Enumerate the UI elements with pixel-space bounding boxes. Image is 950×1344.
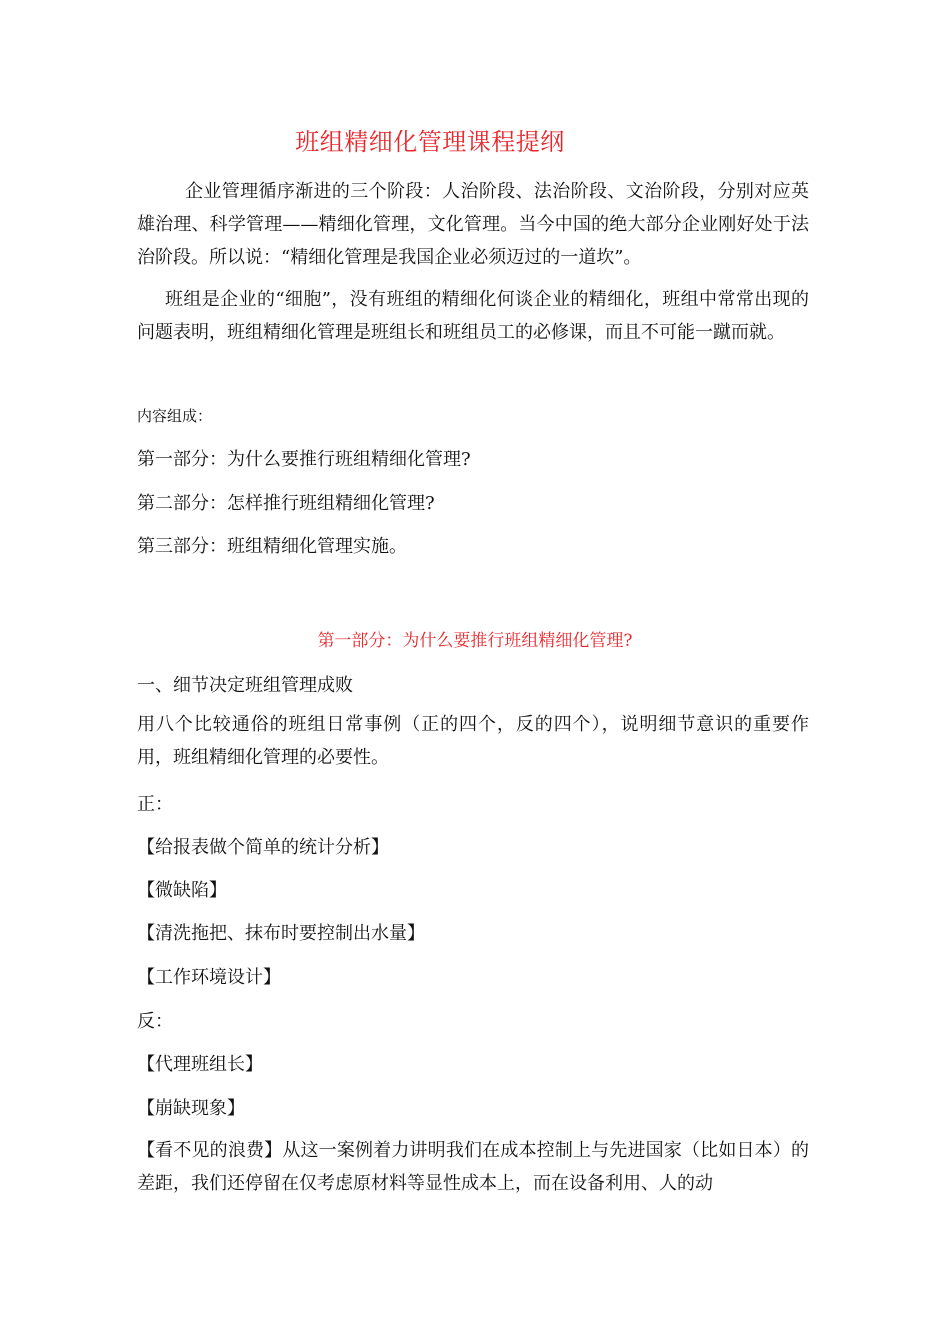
contents-label: 内容组成：	[137, 407, 213, 425]
positive-item-2: 【微缺陷】	[137, 880, 227, 901]
document-title: 班组精细化管理课程提纲	[295, 128, 565, 156]
negative-label: 反：	[137, 1011, 173, 1032]
positive-item-1: 【给报表做个简单的统计分析】	[137, 837, 389, 858]
contents-item-3: 第三部分：班组精细化管理实施。	[137, 536, 407, 557]
intro-paragraph-2: 班组是企业的“细胞”，没有班组的精细化何谈企业的精细化，班组中常常出现的问题表明，班组精细化管理是班组长和班组员工的必修课，而且不可能一蹴而就。	[137, 289, 809, 343]
last-paragraph: 【看不见的浪费】从这一案例着力讲明我们在成本控制上与先进国家（比如日本）的差距，我们还停留在仅考虑原材料等显性成本上，而在设备利用、人的动	[137, 1140, 809, 1194]
contents-item-1: 第一部分：为什么要推行班组精细化管理?	[137, 449, 471, 470]
section-1-title: 第一部分：为什么要推行班组精细化管理?	[317, 631, 633, 651]
positive-item-4: 【工作环境设计】	[137, 967, 281, 988]
intro-paragraph-1: 企业管理循序渐进的三个阶段：人治阶段、法治阶段、文治阶段，分别对应英雄治理、科学管理——精细化管理，文化管理。当今中国的绝大部分企业刚好处于法治阶段。所以说：“精细化管理是我国企业必须迈过的一道坎”。	[137, 181, 809, 268]
negative-item-2: 【崩缺现象】	[137, 1098, 245, 1119]
positive-label: 正：	[137, 794, 173, 815]
explain-paragraph: 用八个比较通俗的班组日常事例（正的四个，反的四个），说明细节意识的重要作用，班组精细化管理的必要性。	[137, 714, 809, 768]
subheading-1: 一、细节决定班组管理成败	[137, 675, 353, 696]
contents-item-2: 第二部分：怎样推行班组精细化管理?	[137, 493, 435, 514]
positive-item-3: 【清洗拖把、抹布时要控制出水量】	[137, 923, 425, 944]
negative-item-1: 【代理班组长】	[137, 1054, 263, 1075]
